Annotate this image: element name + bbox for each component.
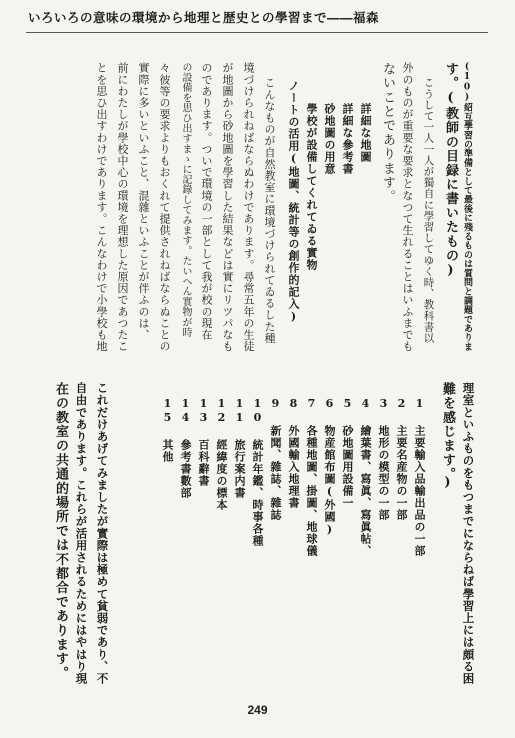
equipment-item-14: 14 參考書數部 (179, 397, 192, 499)
paragraph-1-line-2: 外のものが重要な要求となつて生れることはいふまでも (401, 62, 414, 352)
paragraph-2-line-3: が地圖から砂地圖を學習した結果などは實にリツパなも (221, 62, 234, 352)
equipment-item-13: 13 百科辭書 (197, 397, 210, 487)
equipment-item-10: 10 統計年鑑、時事各種 (251, 397, 264, 547)
equipment-item-2: 2 主要名産物の一部 (395, 397, 408, 521)
equipment-item-3: 3 地形の模型の一部 (377, 397, 390, 521)
page-number: 249 (247, 703, 268, 717)
lower-intro-line-1: 理室といふものをもつまでにならねば學習上には頗る困 (461, 382, 476, 685)
equipment-item-15: 15 其他 (161, 397, 174, 463)
running-header-title: いろいろの意味の環境から地理と歴史との學習まで――福森 (28, 10, 380, 25)
equipment-item-4: 4 繪葉書、寫眞、寫眞帖、 (359, 397, 372, 557)
running-header (0, 0, 515, 30)
list-item-sand-map: 砂地圖の用意 (323, 103, 336, 175)
note-10-line-1: (10)紹互學習の準備として最後に殘るものは質問と調題でありま (462, 62, 472, 352)
list-item-notebook: ノートの活用(地圖、統計等の創作的記入) (287, 80, 300, 324)
closing-line-3: 在の教室の共通的場所では不都合であります。 (53, 382, 68, 681)
paragraph-2-line-1: こんなものが自然教室に環境づけられてゐるした種 (263, 77, 276, 344)
paragraph-2-line-6: 々彼等の要求よりもおくれて提供されねばならぬことの (158, 62, 171, 352)
equipment-item-11: 11 旅行案内書 (233, 397, 246, 499)
equipment-item-12: 12 經緯度の標本 (215, 397, 228, 511)
lower-intro-line-2: 難を感じます。) (440, 382, 455, 492)
equipment-item-6: 6 物産館布圖(外國) (323, 397, 336, 537)
closing-line-1: これだけあげてみましたが實際は極めて貧弱であり、不 (95, 382, 110, 685)
paragraph-2-line-4: のであります。ついで環境の一部として我が校の現在 (200, 62, 213, 341)
equipment-item-8: 8 外國輸入地理書 (287, 397, 300, 509)
equipment-item-7: 7 各種地圖、掛圖、地球儀 (305, 397, 318, 557)
note-10-line-2: す。(教師の目録に書いたもの) (443, 62, 458, 279)
header-rule (26, 32, 488, 33)
paragraph-2-line-9: とを思ひ出すわけであります。こんなわけで小學校も地 (95, 62, 108, 352)
equipment-item-1: 1 主要輸入品輸出品の一部 (413, 397, 426, 557)
paragraph-1-line-3: ないことであります。 (380, 62, 395, 204)
equipment-item-5: 5 砂地圖用設備一 (341, 397, 354, 509)
list-item-detailed-map: 詳細な地圖 (359, 103, 372, 163)
list-item-reference-books: 詳細な參考書 (341, 103, 354, 175)
paragraph-1-line-1: こうして一人一人が獨自に學習してゆく時、教科書以 (422, 77, 435, 344)
equipment-item-9: 9 新聞、雜誌、雜誌 (269, 397, 282, 521)
paragraph-2-line-7: 實際に多いといふこと、混雜といふことが伴ふのは、 (137, 62, 150, 341)
list-item-school-objects: 學校が設備してくれてゐる實物 (305, 103, 318, 271)
paragraph-2-line-5: の設備を思ひ出すまゝに記錄してみます。たいへん實物が時 (180, 62, 191, 338)
paragraph-2-line-8: 前にわたしが學校中心の環境を理想した原因であつたこ (116, 62, 129, 352)
paragraph-2-line-2: 境づけられねばならぬわけであります。尋常五年の生徒 (242, 62, 255, 352)
closing-line-2: 自由であります。これらが活用されるためにはやはり現 (74, 382, 89, 685)
